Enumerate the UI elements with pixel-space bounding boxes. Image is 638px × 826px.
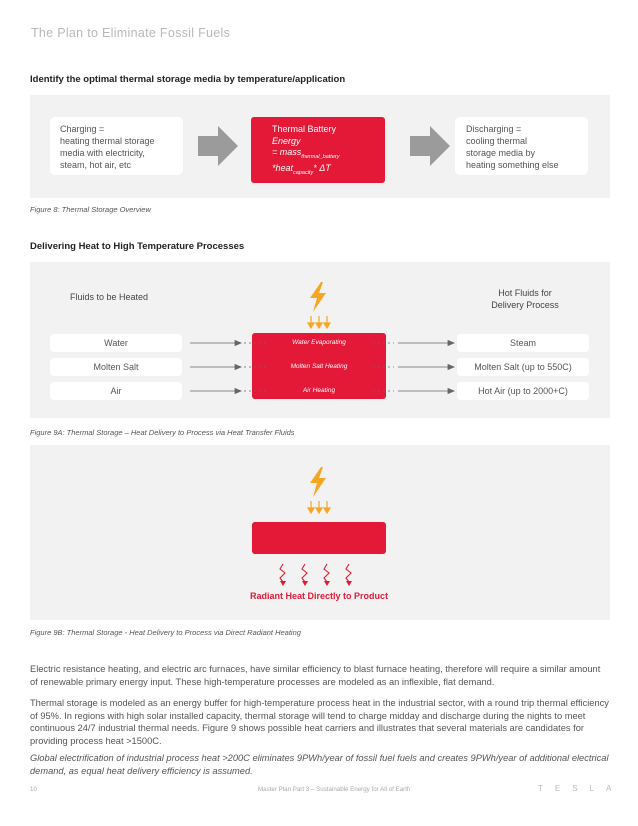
discharging-line-3: storage media by	[466, 148, 536, 158]
discharging-line-1: Discharging =	[466, 124, 522, 134]
hot-fluids-title-line-2: Delivery Process	[491, 300, 559, 310]
thermal-battery-box	[251, 117, 385, 183]
charging-line-3: media with electricity,	[60, 148, 145, 158]
battery-formula-line-1	[272, 147, 385, 163]
radiant-heat-block	[252, 522, 386, 554]
arrow-right-icon	[410, 126, 452, 166]
discharging-line-2: cooling thermal	[466, 136, 528, 146]
thermal-battery-title: Thermal Battery	[272, 124, 337, 134]
battery-energy-label: Energy	[272, 135, 301, 146]
body-paragraph-1: Electric resistance heating, and electric arc furnaces, have similar efficiency to blast furnace heating, therefore will require a similar amount of renewable primary energy input. These high-temperature processes are modeled as an inflexible, flat demand.	[30, 664, 601, 687]
tesla-logo-letter: T	[538, 784, 544, 793]
tesla-logo-letter: S	[572, 784, 579, 793]
formula-heat: *heat	[272, 163, 294, 174]
fig8-heading: Identify the optimal thermal storage media by temperature/application	[30, 74, 346, 85]
output-molten-salt: Molten Salt (up to 550C)	[457, 358, 589, 376]
fig9a-panel	[30, 262, 610, 418]
charging-line-2: heating thermal storage	[60, 136, 155, 146]
fig9a-heading: Delivering Heat to High Temperature Processes	[30, 241, 245, 252]
formula-heat-subscript: capacity	[293, 170, 314, 177]
battery-formula-line-2	[272, 163, 385, 179]
discharging-line-4: heating something else	[466, 160, 559, 170]
arrow-right-icon	[198, 126, 240, 166]
fig8-caption: Figure 8: Thermal Storage Overview	[30, 205, 151, 214]
page-title: The Plan to Eliminate Fossil Fuels	[31, 26, 231, 40]
body-paragraph-3: Global electrification of industrial process heat >200C eliminates 9PWh/year of fossil fuel fuels and creates 9PWh/year of additional electrical demand, as equal heat delivery efficiency is assumed.	[30, 753, 609, 776]
radiant-heat-arrows-icon	[275, 562, 365, 588]
fig8-panel	[30, 95, 610, 198]
tesla-logo	[527, 784, 612, 793]
process-water-evaporating: Water Evaporating	[292, 339, 346, 346]
tesla-logo-letter: L	[589, 784, 596, 793]
formula-delta-t: * ΔT	[313, 163, 331, 174]
fluids-to-heat-title: Fluids to be Heated	[70, 292, 149, 302]
charging-card	[50, 117, 183, 175]
radiant-heat-label: Radiant Heat Directly to Product	[249, 591, 389, 601]
fig9b-caption: Figure 9B: Thermal Storage - Heat Delivery to Process via Direct Radiant Heating	[30, 628, 301, 637]
input-air: Air	[50, 382, 182, 400]
charging-line-4: steam, hot air, etc	[60, 160, 132, 170]
discharging-card	[455, 117, 588, 175]
fig9b-panel	[30, 445, 610, 620]
formula-mass: = mass	[272, 147, 302, 157]
footer-title: Master Plan Part 3 – Sustainable Energy for All of Earth	[258, 786, 411, 793]
charging-line-1: Charging =	[60, 124, 105, 134]
input-molten-salt: Molten Salt	[50, 358, 182, 376]
tesla-logo-letter: E	[554, 784, 562, 793]
output-hot-air: Hot Air (up to 2000+C)	[457, 382, 589, 400]
tesla-logo-letter: A	[606, 784, 613, 793]
input-water: Water	[50, 334, 182, 352]
process-air-heating: Air Heating	[302, 387, 336, 394]
body-paragraph-2: Thermal storage is modeled as an energy buffer for high-temperature process heat in the industrial sector, with a round trip thermal efficiency of 95%. In regions with high solar installed capacity, thermal storage will tend to charge midday and discharge during the nights to meet continuous 24/7 industrial thermal needs. Figure 9 shows possible heat carriers and illustrates that several materials are candidates for providing process heat >1500C.	[30, 698, 609, 746]
process-molten-salt-heating: Molten Salt Heating	[290, 363, 348, 370]
output-steam: Steam	[457, 334, 589, 352]
fig9a-caption: Figure 9A: Thermal Storage – Heat Delivery to Process via Heat Transfer Fluids	[30, 428, 295, 437]
formula-mass-subscript: thermal_battery	[301, 153, 340, 160]
hot-fluids-title-line-1: Hot Fluids for	[498, 288, 552, 298]
lightning-bolt-icon	[307, 467, 331, 515]
page-number: 10	[30, 786, 37, 793]
